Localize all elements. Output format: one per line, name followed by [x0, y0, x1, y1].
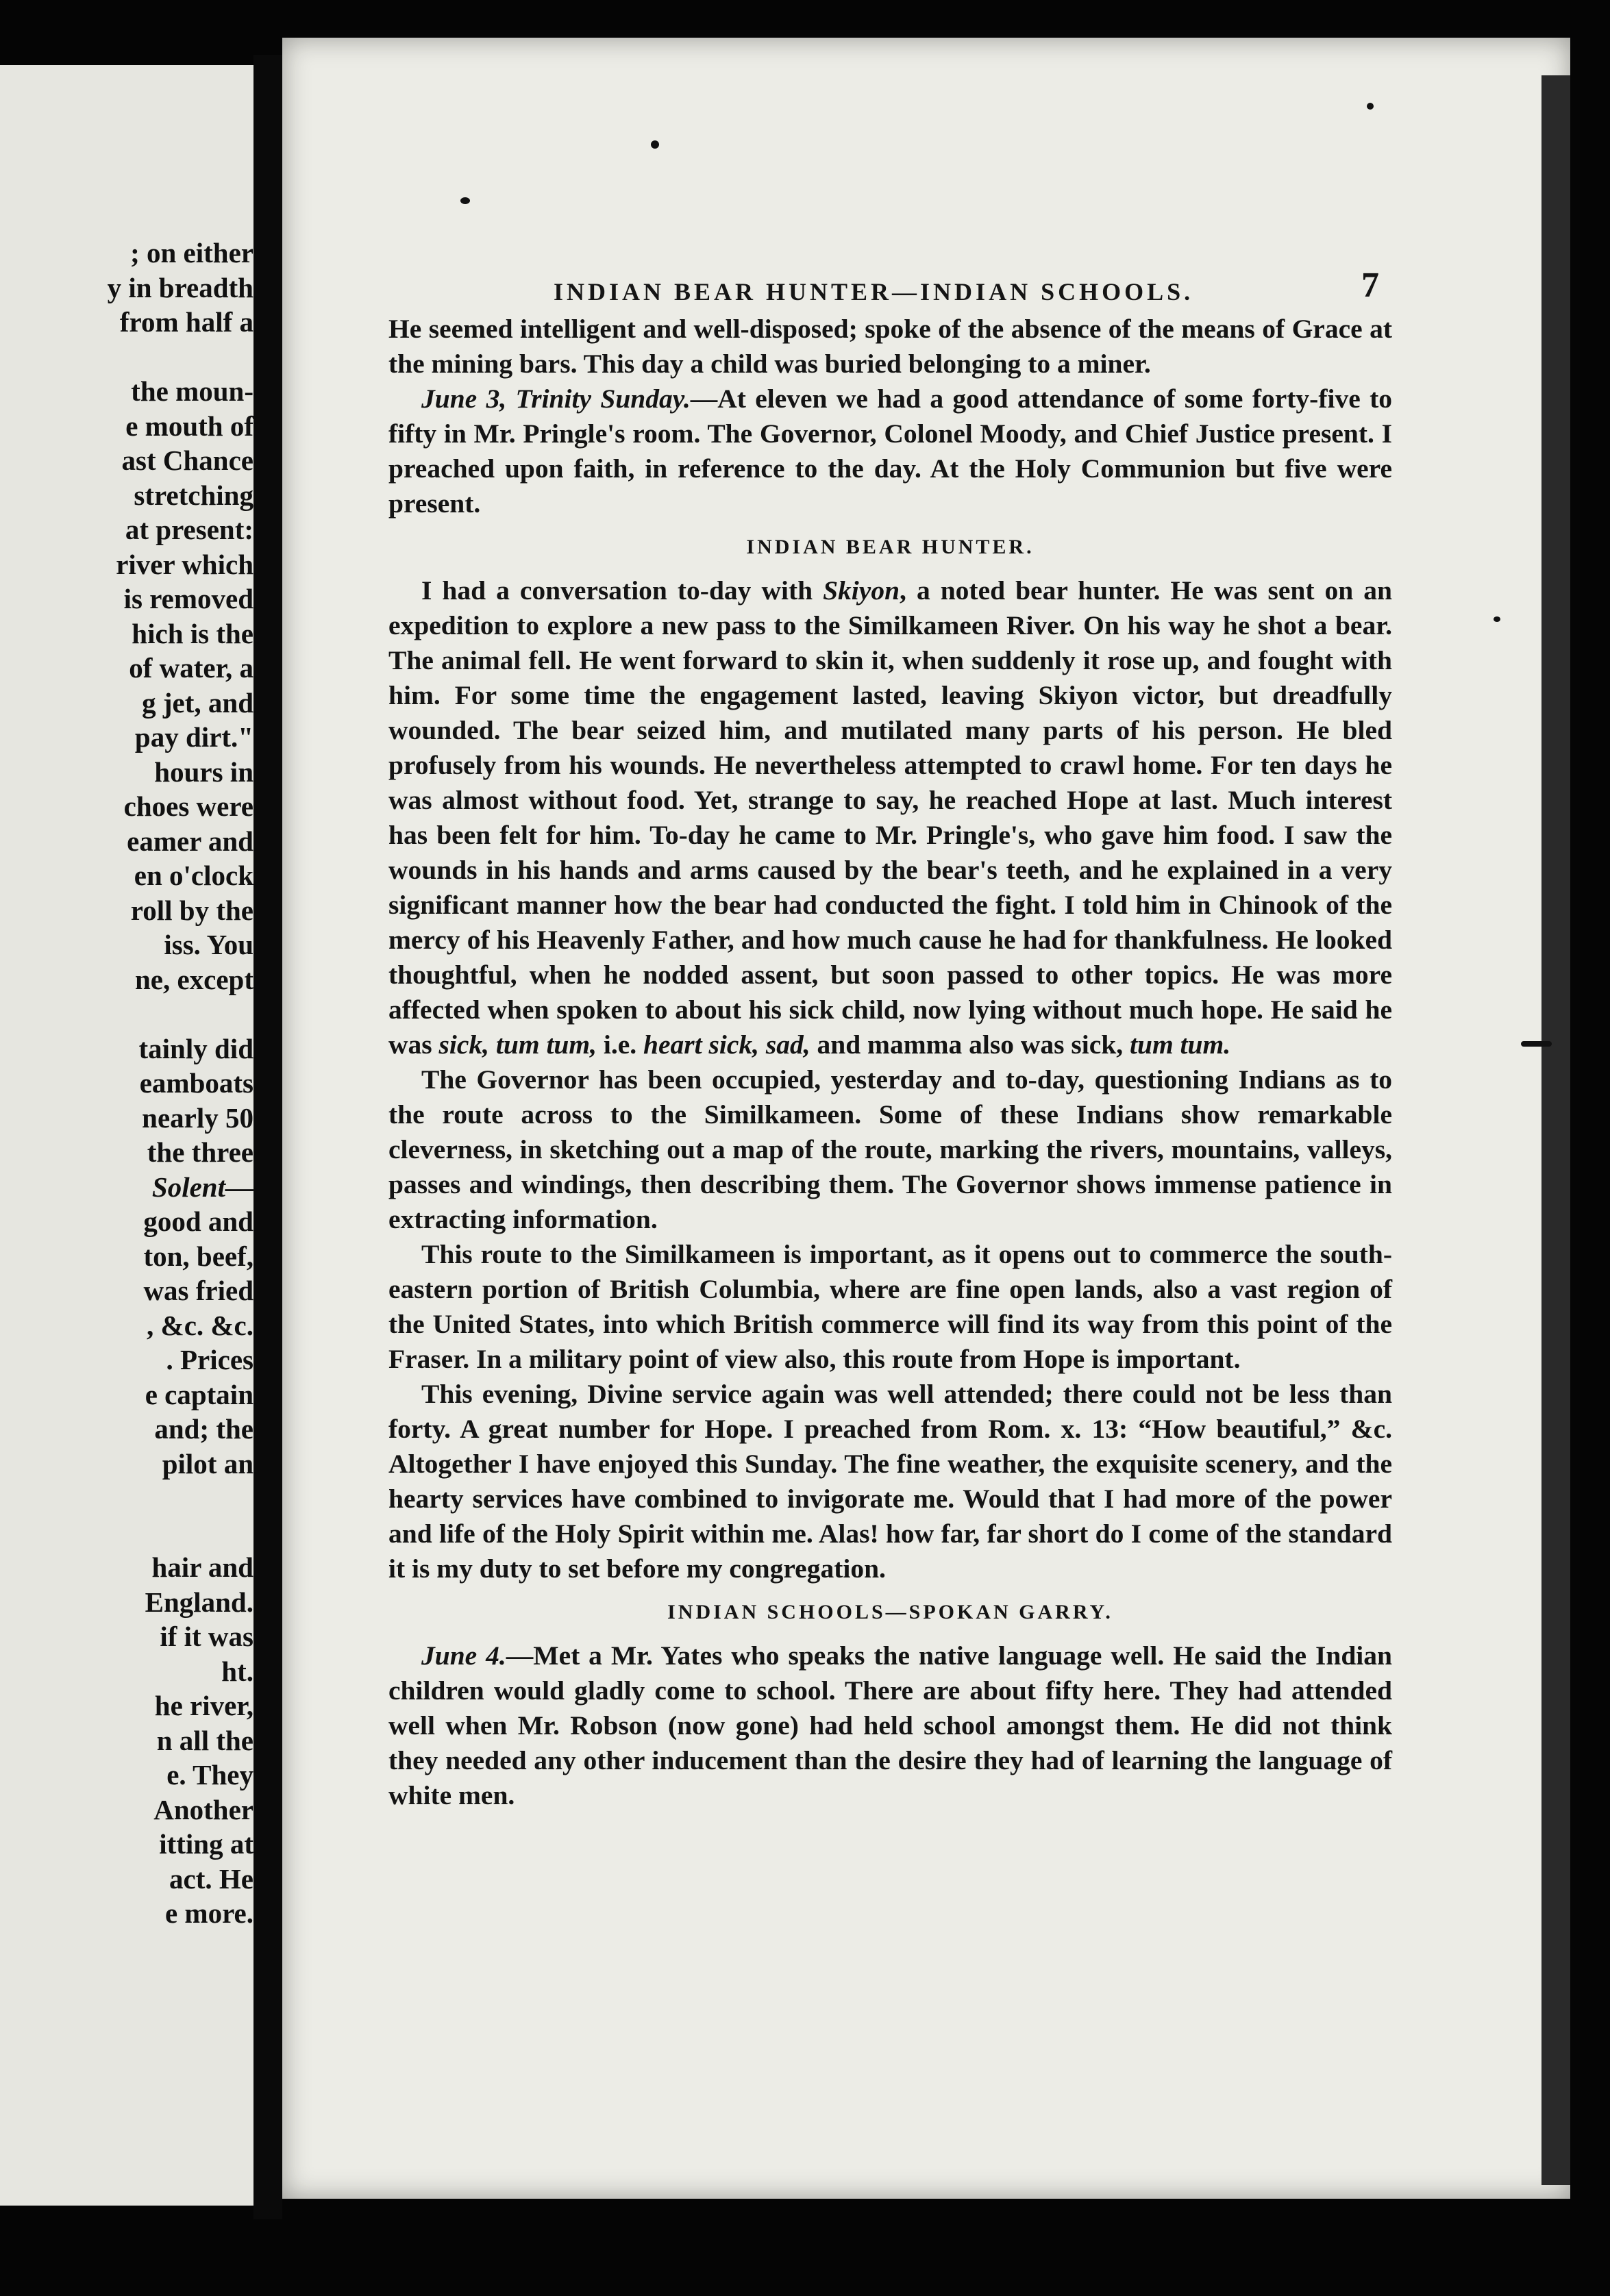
left-page-line: if it was: [160, 1621, 253, 1652]
paragraph-text: The Governor has been occupied, yesterday and to-day, questioning Indians as to the route across to the Similkameen. Some of these Indians show remarkable cleverness, in sketching out a map of the route, marking the rivers, mountains, valleys, passes and windings, then describing them. The Governor shows immense patience in extracting information.: [388, 1064, 1392, 1234]
paragraph-text: i.e.: [597, 1030, 644, 1060]
left-page-line: of water, a: [129, 652, 253, 684]
left-page-line: hair and: [151, 1551, 253, 1583]
left-page-line: stretching: [134, 479, 253, 511]
italic-text: sick, tum tum,: [438, 1030, 597, 1060]
left-page-line: Another: [153, 1793, 253, 1825]
paragraph-text: He seemed intelligent and well-disposed; spoke of the absence of the means of Grace at the mining bars. This day a child was buried belonging to a miner.: [388, 314, 1392, 379]
scan-speck: [1367, 103, 1374, 110]
left-page-line: nearly 50: [142, 1101, 253, 1134]
paragraph: [388, 1377, 1392, 1586]
italic-text: heart sick, sad,: [643, 1030, 810, 1060]
left-page-line: e. They: [166, 1759, 253, 1790]
left-page-line: at present:: [125, 514, 253, 545]
left-page-line: , &c. &c.: [147, 1309, 253, 1341]
left-page-fragment: [0, 65, 253, 2206]
left-page-line: ast Chance: [121, 445, 253, 476]
left-page-line: y in breadth: [107, 271, 253, 303]
left-page-line: tainly did: [138, 1032, 253, 1064]
left-page-line: eamer and: [127, 825, 253, 857]
left-page-line: e captain: [145, 1378, 253, 1410]
paragraph: [388, 573, 1392, 1062]
paragraph: [388, 1638, 1392, 1813]
paragraph-text: , a noted bear hunter. He was sent on an expedition to explore a new pass to the Similkameen River. On his way he shot a bear. The animal fell. He went forward to skin it, when suddenly it rose up, and fought with him. For some time the engagement lasted, leaving Skiyon victor, but dreadfully wounded. The bear seized him, and mutilated many parts of his person. He bled profusely from his wounds. He nevertheless attempted to crawl home. For ten days he was almost without food. Yet, strange to say, he reached Hope at last. Much interest has been felt for him. To-day he came to Mr. Pringle's, who gave him food. I saw the wounds in his hands and arms caused by the bear's teeth, and he explained in a very significant manner how the bear had conducted the fight. I told him in Chinook of the mercy of his Heavenly Father, and how much cause he had for thankfulness. He looked thoughtful, when he nodded assent, but soon passed to other topics. He was more affected when spoken to about his sick child, now lying without much hope. He said he was: [388, 575, 1392, 1060]
paragraph-text: This evening, Divine service again was well attended; there could not be less than forty. A great number for Hope. I preached from Rom. x. 13: “How beautiful,” &c. Altogether I have enjoyed this Sunday. The fine weather, the exquisite scenery, and the hearty services have combined to invigorate me. Would that I had more of the power and life of the Holy Spirit within me. Alas! how far, far short do I come of the standard it is my duty to set before my congregation.: [388, 1379, 1392, 1584]
scan-speck: [1494, 616, 1500, 622]
left-page-line: en o'clock: [134, 860, 253, 891]
paragraph-text: This route to the Similkameen is important, as it opens out to commerce the south-eastern portion of British Columbia, where are fine open lands, also a vast region of the United States, into which British commerce will find its way from this point of the Fraser. In a military point of view also, this route from Hope is important.: [388, 1239, 1392, 1374]
running-head: INDIAN BEAR HUNTER—INDIAN SCHOOLS.: [554, 278, 1194, 305]
page-number: 7: [1361, 266, 1379, 305]
paragraph: [388, 382, 1392, 521]
paragraph-text: —Met a Mr. Yates who speaks the native language well. He said the Indian children would gladly come to school. There are about fifty here. They had attended well when Mr. Robson (now gone) had held school amongst them. He did not think they needed any other inducement than the desire they had of learning the language of white men.: [388, 1640, 1392, 1810]
left-page-line: Solent—: [151, 1171, 253, 1203]
left-page-line: eamboats: [139, 1067, 253, 1099]
section-heading: INDIAN BEAR HUNTER.: [746, 536, 1035, 558]
section-heading: INDIAN SCHOOLS—SPOKAN GARRY.: [667, 1601, 1113, 1623]
left-page-line: from half a: [119, 306, 253, 338]
paragraph: [388, 1062, 1392, 1237]
date-label: June 3, Trinity Sunday.: [421, 384, 691, 414]
scan-speck: [460, 197, 470, 204]
left-page-line: good and: [143, 1206, 253, 1237]
left-page-line: pay dirt.": [134, 721, 253, 753]
scan-speck: [651, 140, 659, 149]
scan-speck: [1521, 1041, 1552, 1047]
italic-text: tum tum.: [1130, 1030, 1231, 1060]
left-page-line: choes were: [123, 790, 253, 822]
italic-text: Skiyon: [823, 575, 900, 606]
left-page-line: the moun-: [131, 375, 253, 407]
left-page-line: itting at: [159, 1828, 253, 1860]
left-page-line: ne, except: [134, 963, 253, 995]
left-page-line: pilot an: [162, 1447, 253, 1480]
left-page-line: hours in: [154, 756, 253, 788]
paragraph-text: I had a conversation to-day with: [421, 575, 823, 606]
left-page-line: ; on either: [130, 237, 253, 269]
paragraph: [388, 1237, 1392, 1377]
paragraph-text: and mamma also was sick,: [810, 1030, 1130, 1060]
paragraph-text: —At eleven we had a good attendance of some forty-five to fifty in Mr. Pringle's room. The Governor, Colonel Moody, and Chief Justice present. I preached upon faith, in reference to the day. At the Holy Communion but five were present.: [388, 384, 1392, 519]
left-page-line: is removed: [123, 583, 253, 614]
left-page-line: . Prices: [166, 1344, 253, 1375]
book-gutter: [253, 55, 282, 2219]
left-page-line: he river,: [154, 1690, 253, 1721]
date-label: June 4.: [421, 1640, 506, 1671]
body-text: [388, 312, 1392, 1813]
left-page-line: e mouth of: [125, 410, 253, 442]
left-page-line: n all the: [156, 1724, 253, 1756]
left-page-line: g jet, and: [142, 686, 253, 719]
left-page-line: river which: [116, 548, 253, 580]
left-page-line: roll by the: [130, 894, 253, 926]
left-page-line: e more.: [164, 1897, 253, 1929]
left-page-line: ton, beef,: [143, 1240, 253, 1272]
paragraph: [388, 312, 1392, 382]
left-page-line: iss. You: [164, 929, 253, 960]
main-page: [282, 38, 1570, 2199]
left-page-line: England.: [145, 1586, 253, 1618]
left-page-line: the three: [147, 1136, 253, 1168]
left-page-line: was fried: [143, 1275, 253, 1306]
left-page-line: act. He: [169, 1862, 253, 1895]
left-page-line: and; the: [154, 1413, 253, 1445]
page-edge-shadow: [1541, 75, 1570, 2185]
left-page-line: hich is the: [132, 617, 253, 649]
left-page-line: ht.: [221, 1655, 253, 1687]
